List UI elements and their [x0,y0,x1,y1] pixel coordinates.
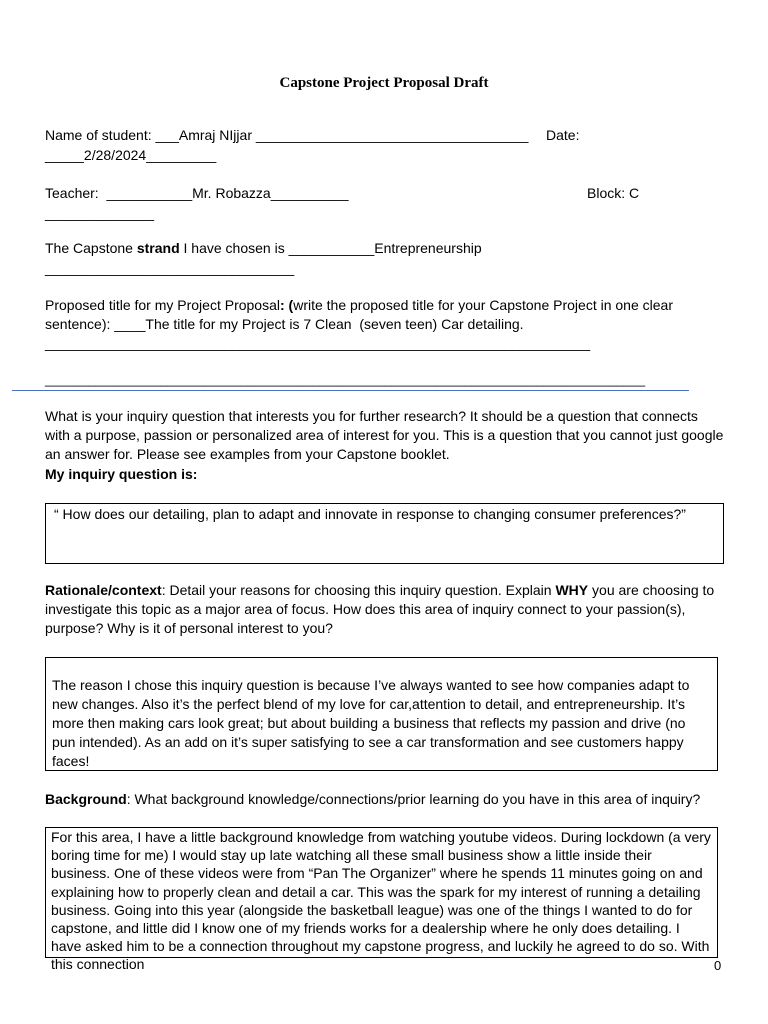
rationale-prompt-b: you are choosing to investigate this topic as a major area of focus. How does this area of inquiry connect to your passion(s), purpose? Why is it of personal interest to you? [45,582,715,636]
proposed-title-label: Proposed title for my Project Proposal [45,297,280,313]
background-label: Background [45,791,127,807]
rationale-prompt [45,581,725,638]
proposed-title-answer: sentence): ____The title for my Project is 7 Clean (seven teen) Car detailing. [45,316,524,332]
section-divider [12,390,689,391]
rationale-prompt-a: : Detail your reasons for choosing this inquiry question. Explain [161,582,556,598]
strand-line [45,239,482,257]
inquiry-question-label: My inquiry question is: [45,466,198,482]
block-label: Block: C [587,185,640,201]
inquiry-intro: What is your inquiry question that interests you for further research? It should be a question that connects with a purpose, passion or personalized area of interest for you. This is a question that you cannot just google an answer for. Please see examples from your Capstone booklet. [45,408,724,462]
proposed-title-colon: : ( [280,297,294,313]
proposed-title-underline-1: ______________________________________________________________________ [45,335,591,351]
date-label: Date: [546,127,580,143]
proposed-title-underline-2: ___________________________________________________________________________________ [45,372,646,387]
block-underline: ______________ [45,205,155,221]
strand-underline: ________________________________ [45,260,295,276]
background-prompt-text: : What background knowledge/connections/prior learning do you have in this area of inquiry? [126,791,701,807]
strand-prefix: The Capstone [45,240,137,256]
strand-bold: strand [136,240,180,256]
strand-value: I have chosen is ___________Entrepreneurship [179,240,482,256]
proposed-title-instruction: write the proposed title for your Capstone Project in one clear [293,297,673,313]
rationale-why: WHY [555,582,589,598]
rationale-answer-box[interactable]: The reason I chose this inquiry question is because I’ve always wanted to see how companies adapt to new changes. Also it’s the perfect blend of my love for car,attention to detail, and entrepreneurship. It’s more then making cars look great; but about building a business that reflects my passion and drive (no pun intended). As an add on it’s super satisfying to see a car transformation and see customers happy faces! [45,657,718,771]
rationale-label: Rationale/context [45,582,162,598]
background-prompt [45,790,700,808]
inquiry-answer-box[interactable]: “ How does our detailing, plan to adapt and innovate in response to changing consumer preferences?” [45,503,724,564]
background-answer-box[interactable]: For this area, I have a little background knowledge from watching youtube videos. During lockdown (a very boring time for me) I would stay up late watching all these small business show a little inside their business. One of these videos were from “Pan The Organizer” where he spends 11 minutes going on and explaining how to properly clean and detail a car. This was the spark for my interest of running a detailing business. Going into this year (alongside the basketball league) was one of the things I wanted to do for capstone, and little did I know one of my friends works for a dealership where he only does detailing. I have asked him to be a connection throughout my capstone progress, and luckily he agreed to do so. With this connection [45,827,718,958]
date-value-line: _____2/28/2024_________ [45,147,217,163]
student-name-line: Name of student: ___Amraj NIjjar ___________________________________ [45,127,529,143]
proposed-title-prompt [45,296,673,314]
teacher-line: Teacher: ___________Mr. Robazza__________ [45,185,349,201]
document-title: Capstone Project Proposal Draft [279,75,489,91]
page-number: 0 [714,958,722,973]
